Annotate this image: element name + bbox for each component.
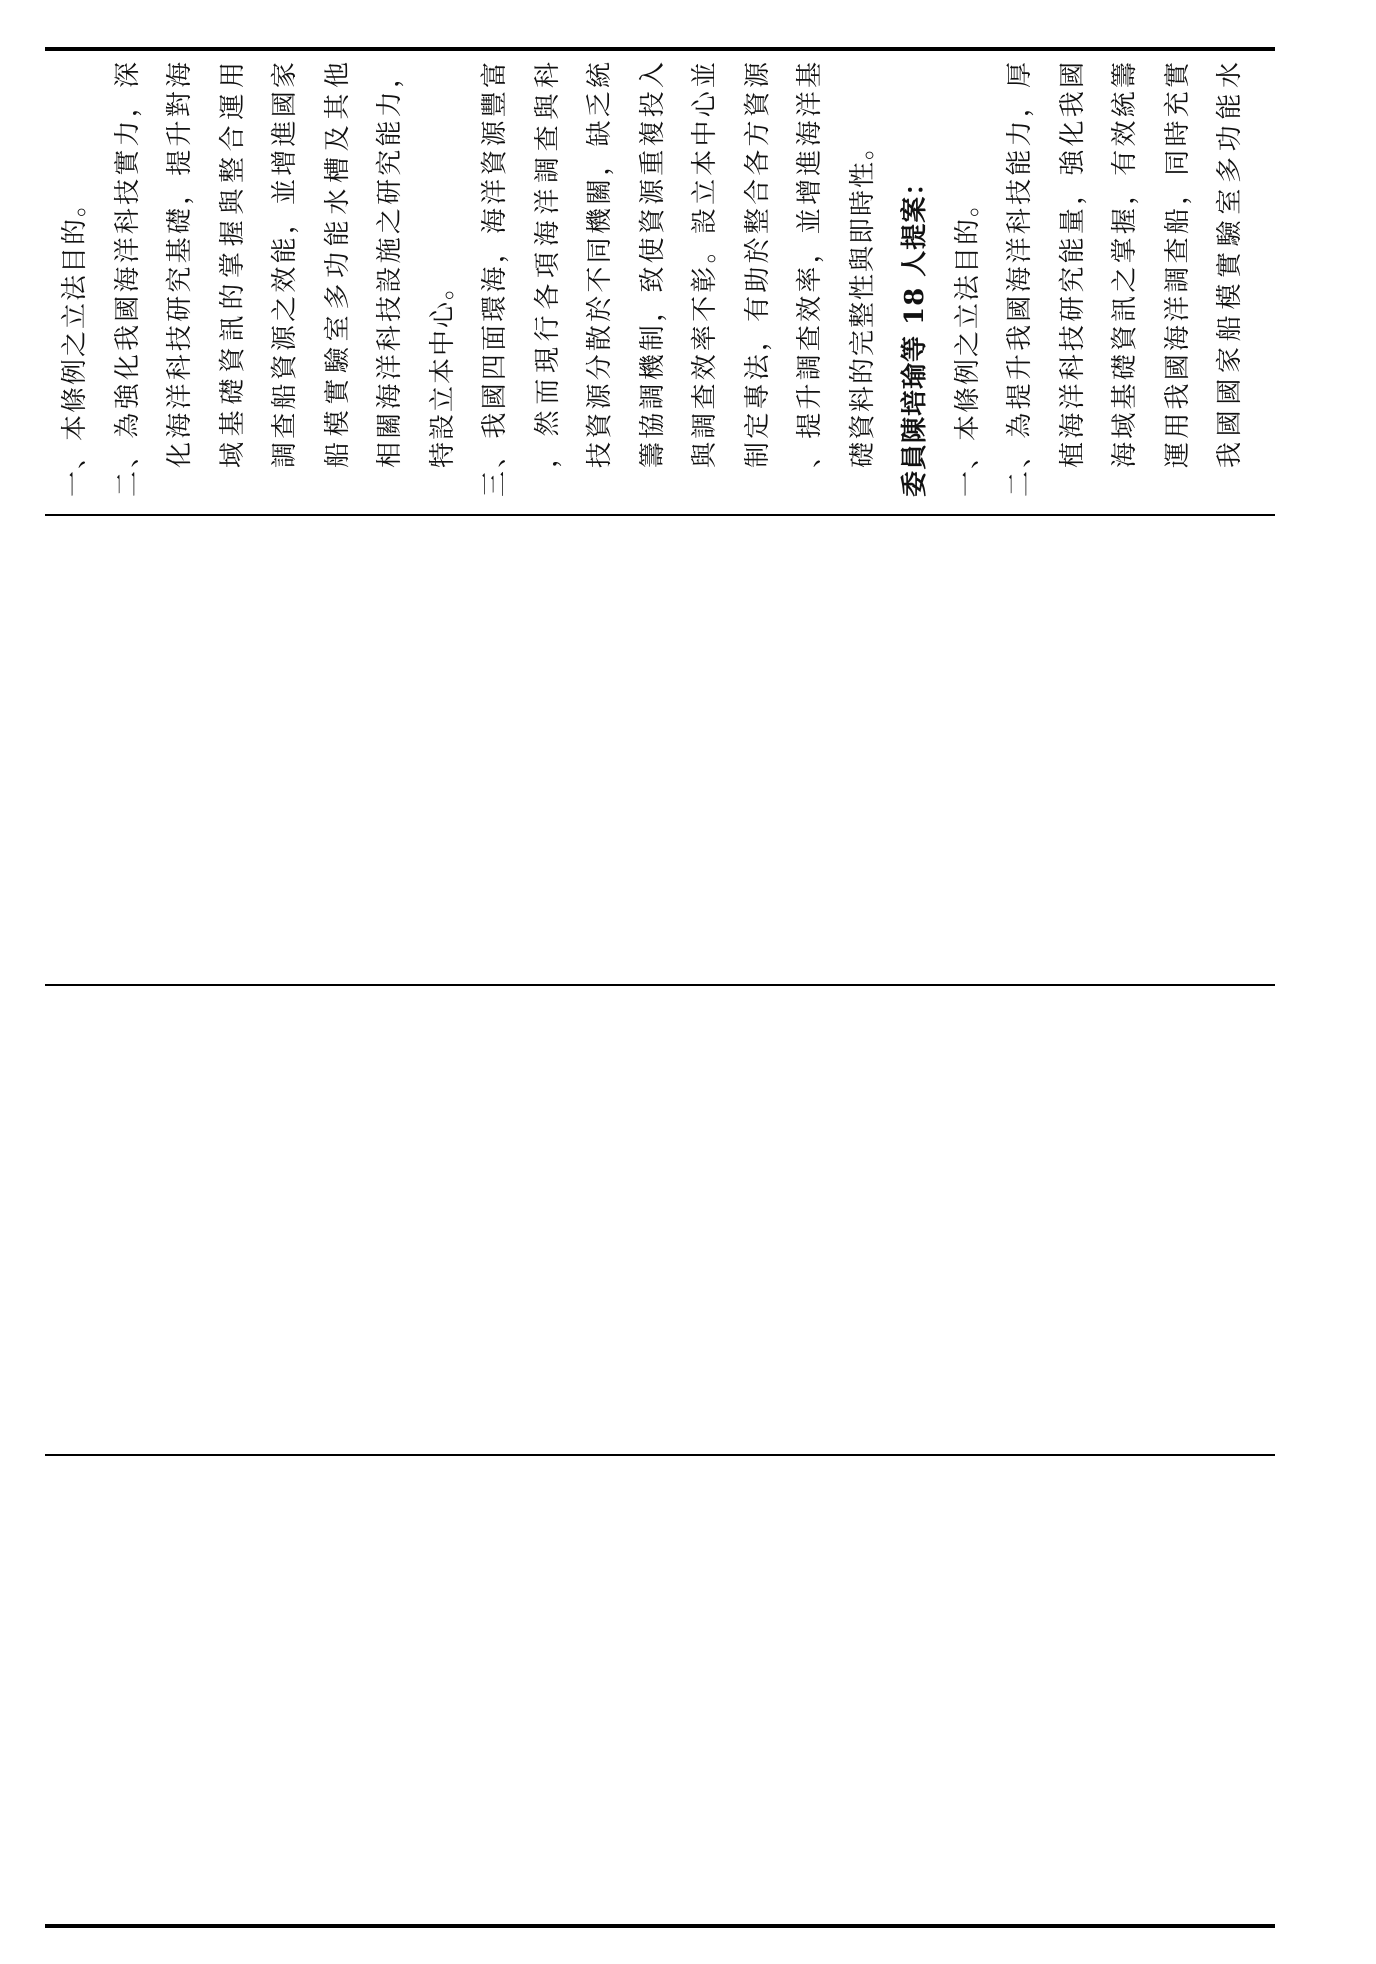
text-line: 三、我國四面環海，海洋資源豐富 <box>480 60 510 497</box>
row-divider-3 <box>45 1454 1275 1456</box>
table-border-top <box>45 47 1275 51</box>
table-border-bottom <box>45 1924 1275 1928</box>
text-line: 二、為提升我國海洋科技能力，厚 <box>1005 60 1035 497</box>
text-line: 特設立本中心。 <box>427 271 458 468</box>
text-line: 我國國家船模實驗室多功能水 <box>1215 60 1245 468</box>
text-line: 調查船資源之效能，並增進國家 <box>270 60 300 468</box>
text-line: 籌協調機制，致使資源重複投入 <box>637 60 668 468</box>
text-line: 海域基礎資訊之掌握，有效統籌 <box>1110 60 1140 468</box>
text-line: 域基礎資訊的掌握與整合運用 <box>217 60 248 468</box>
text-line: 一、本條例之立法目的。 <box>952 188 983 497</box>
text-line: 相關海洋科技設施之研究能力， <box>375 60 405 468</box>
text-line: 一、本條例之立法目的。 <box>60 188 90 497</box>
proposal-heading: 委員陳培瑜等 18 人提案： <box>900 168 930 497</box>
text-line: 與調查效率不彰。設立本中心並 <box>690 60 720 468</box>
clause-2 <box>102 60 470 497</box>
text-line: 二、為強化我國海洋科技實力，深 <box>112 60 143 497</box>
text-line: 制定專法，有助於整合各方資源 <box>742 60 773 468</box>
text-cell <box>49 60 1257 497</box>
text-line: ，然而現行各項海洋調查與科 <box>532 60 563 468</box>
text-line: 、提升調查效率，並增進海洋基 <box>795 60 825 468</box>
clause-1 <box>49 60 102 497</box>
clause-3 <box>469 60 889 497</box>
row-divider-2 <box>45 984 1275 986</box>
proposal-clause-1 <box>942 60 995 497</box>
row-divider-1 <box>45 514 1275 516</box>
text-line: 技資源分散於不同機關，缺乏統 <box>585 60 615 468</box>
text-line: 植海洋科技研究能量，強化我國 <box>1057 60 1088 468</box>
text-line: 運用我國海洋調查船，同時充實 <box>1162 60 1193 468</box>
text-line: 船模實驗室多功能水槽及其他 <box>322 60 353 468</box>
text-line: 礎資料的完整性與即時性。 <box>847 131 878 468</box>
text-line: 化海洋科技研究基礎，提升對海 <box>165 60 195 468</box>
proposal-clause-2 <box>994 60 1257 497</box>
